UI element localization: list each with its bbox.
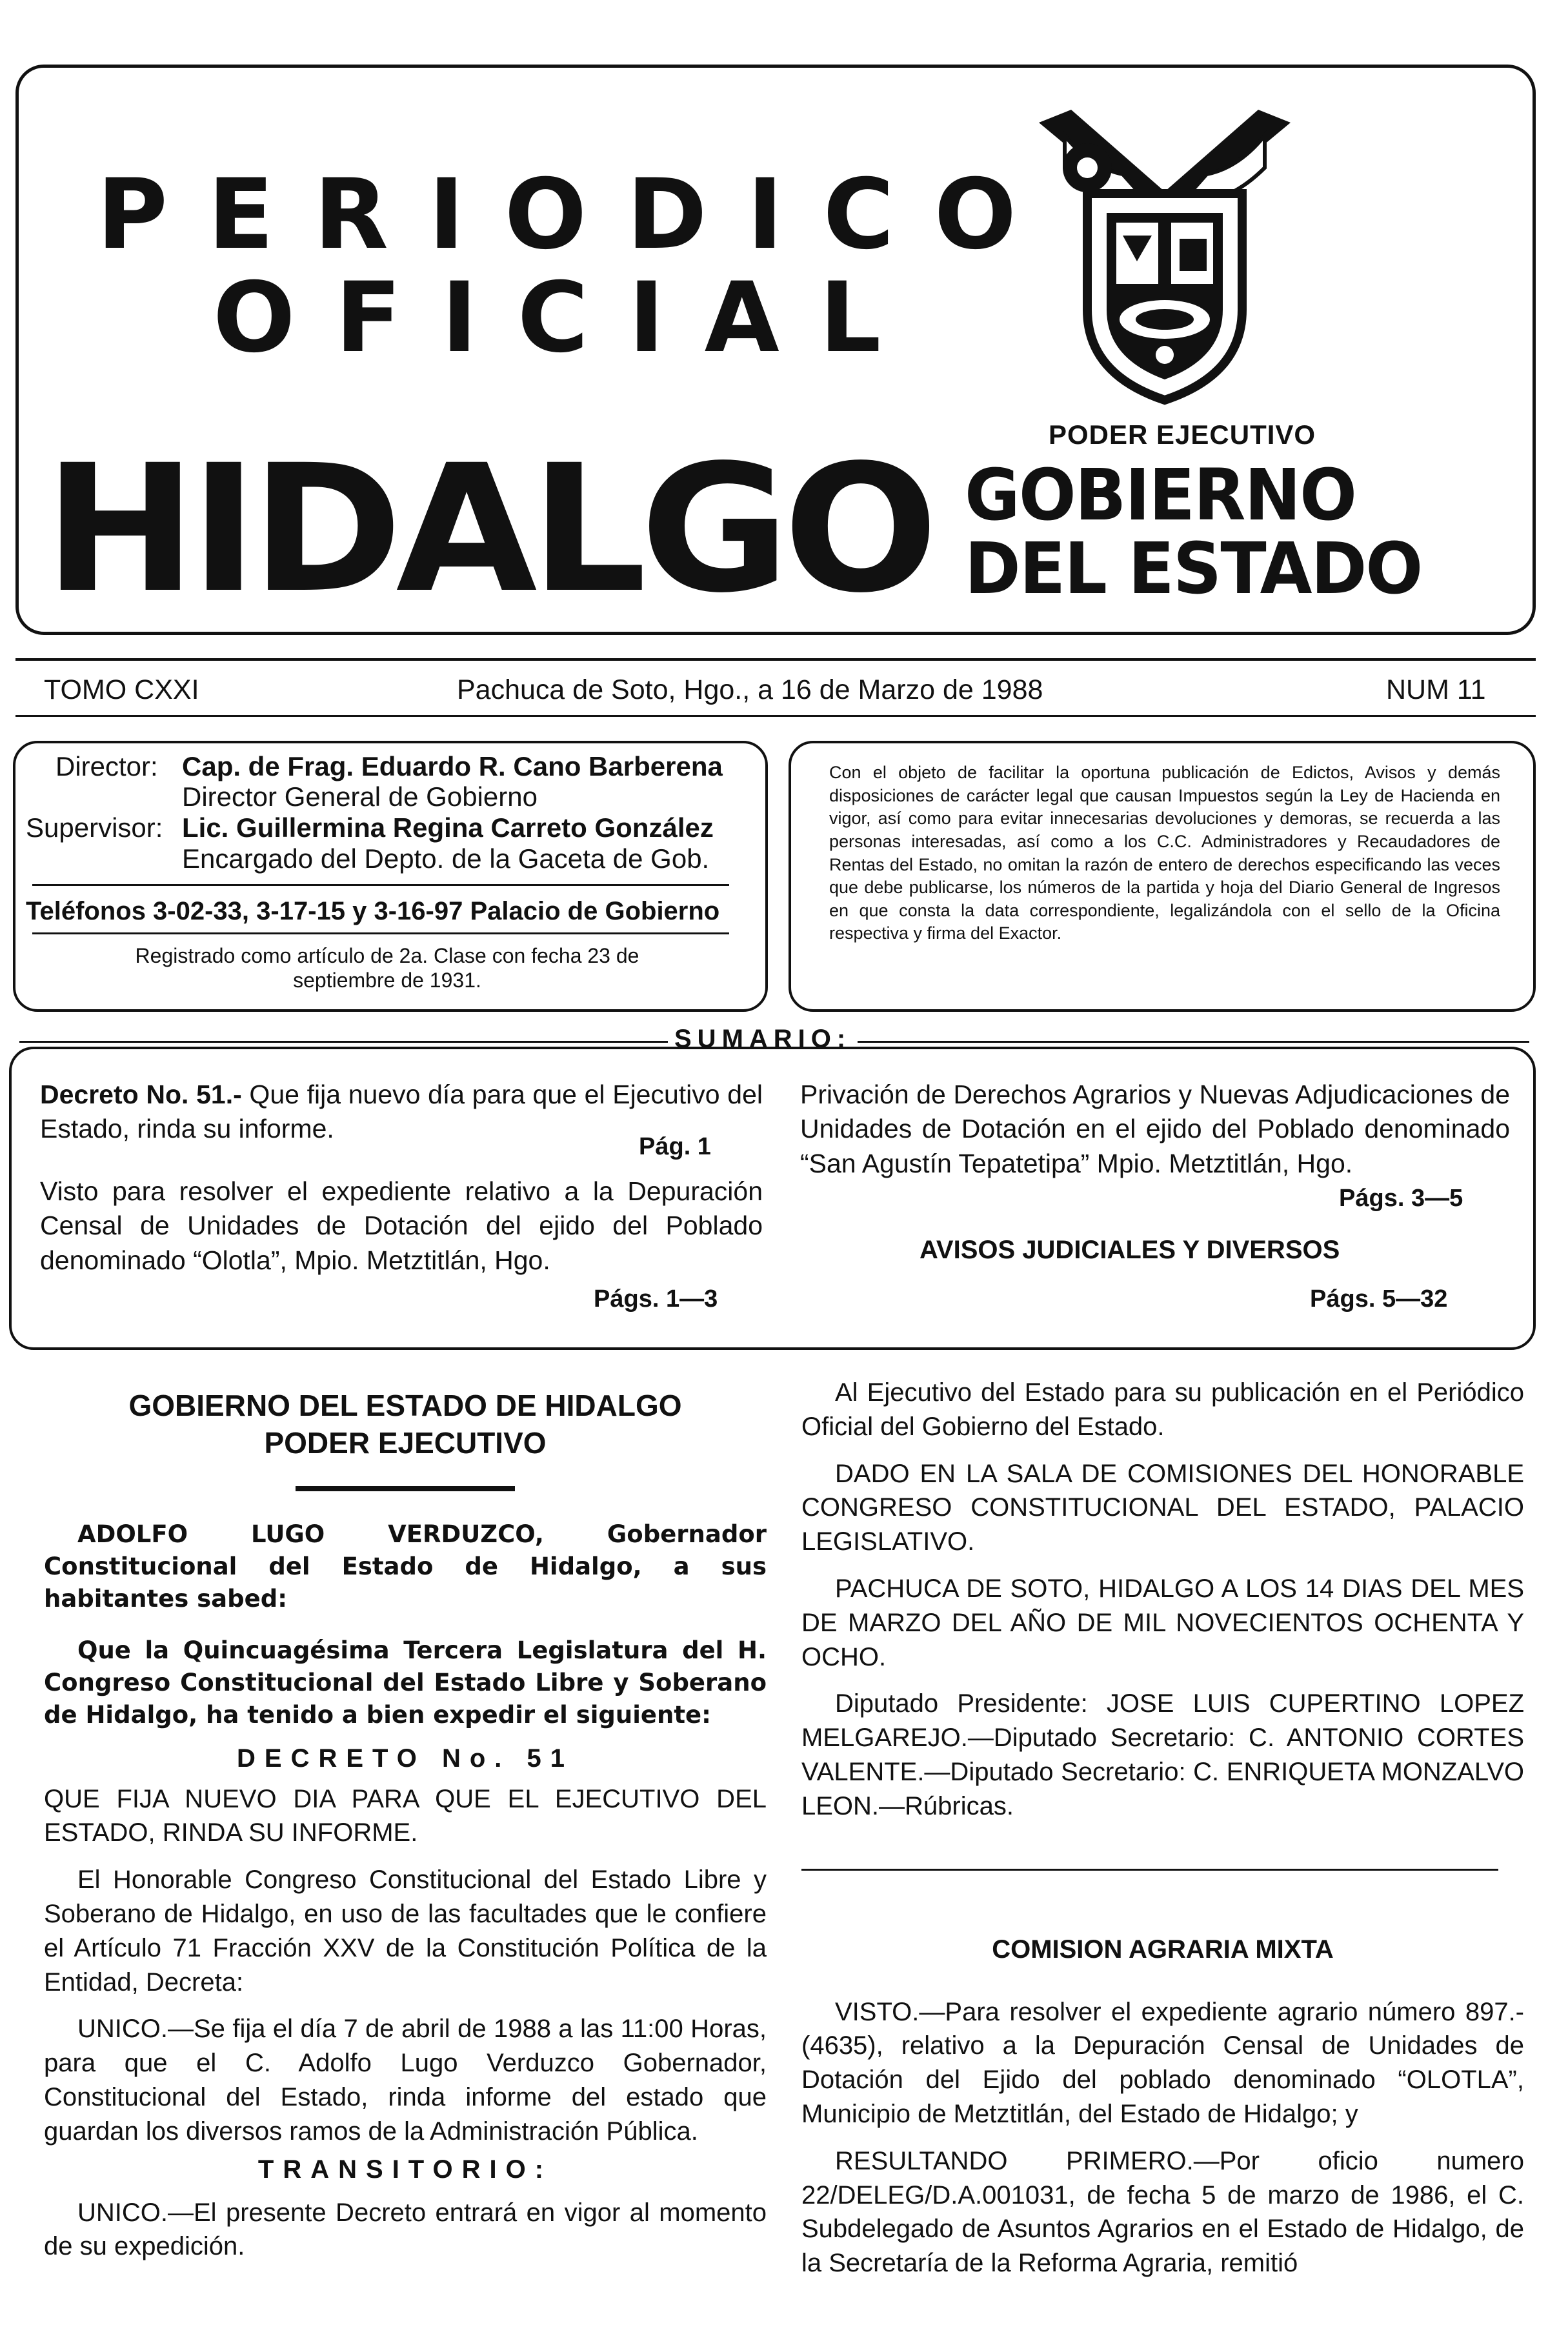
hidalgo-coat-of-arms-icon	[1026, 97, 1303, 413]
left-column	[44, 1387, 767, 2277]
director-name: Cap. de Frag. Eduardo R. Cano Barberena	[182, 751, 723, 781]
issue-top-rule	[15, 658, 1536, 661]
publication-order: Al Ejecutivo del Estado para su publicación en el Periódico Oficial del Gobierno del Estado.	[801, 1378, 1524, 1441]
signatories: Diputado Presidente: JOSE LUIS CUPERTINO LOPEZ MELGAREJO.—Diputado Secretario: C. ANTONIO CORTES VALENTE.—Diputado Secretario: C. ENRIQUETA MONZALVO LEON.—Rúbricas.	[801, 1689, 1524, 1820]
registration-note: Registrado como artículo de 2a. Clase con fecha 23 de septiembre de 1931.	[135, 944, 639, 992]
left-heading-executive: PODER EJECUTIVO	[264, 1425, 547, 1460]
left-heading-government: GOBIERNO DEL ESTADO DE HIDALGO	[128, 1389, 682, 1422]
governor-proclamation: ADOLFO LUGO VERDUZCO, Gobernador Constitucional del Estado de Hidalgo, a sus habitantes sabed:	[44, 1520, 767, 1613]
issue-volume: TOMO CXXI	[44, 674, 199, 705]
transitorio-article: UNICO.—El presente Decreto entrará en vigor al momento de su expedición.	[44, 2198, 767, 2261]
staff-divider-top	[32, 884, 729, 886]
decree-title: DECRETO No. 51	[237, 1744, 574, 1773]
issue-place-date: Pachuca de Soto, Hgo., a 16 de Marzo de 1988	[457, 674, 1043, 705]
notice-text: Con el objeto de facilitar la oportuna publicación de Edictos, Avisos y demás disposiciones de carácter legal que causan Impuestos según la Ley de Hacienda en vigor, así como para evitar innecesarias devoluciones y demoras, se recuerda a las personas interesadas, así como a los C.C. Administradores y Recaudadores de Rentas del Estado, no omitan la razón de entero de derechos especificando las veces que debe publicarse, los números de la partida y hoja del Diario General de Ingresos en que consta la data correspondiente, legalizándola con el sello de la Oficina respectiva y firma del Exactor.	[829, 763, 1500, 943]
director-label: Director:	[55, 751, 158, 781]
sumario-item-tepatetipa-page: Págs. 3—5	[1339, 1185, 1463, 1212]
masthead-title-line1: PERIODICO	[97, 159, 1057, 271]
agrarian-commission-heading: COMISION AGRARIA MIXTA	[992, 1935, 1334, 1964]
sumario-item-decree-page: Pág. 1	[639, 1133, 711, 1160]
sumario-item-avisos: AVISOS JUDICIALES Y DIVERSOS	[920, 1236, 1340, 1264]
sumario-label: SUMARIO:	[668, 1025, 858, 1054]
given-in-statement: DADO EN LA SALA DE COMISIONES DEL HONORABLE CONGRESO CONSTITUCIONAL DEL ESTADO, PALACIO LEGISLATIVO.	[801, 1459, 1524, 1556]
branch-label: PODER EJECUTIVO	[1049, 419, 1316, 450]
state-name: HIDALGO	[44, 428, 932, 632]
supervisor-name: Lic. Guillermina Regina Carreto González	[182, 812, 714, 843]
issue-bottom-rule	[15, 715, 1536, 717]
government-label-line2: DEL ESTADO	[965, 527, 1422, 610]
sumario-item-decree-text: Que fija nuevo día para que el Ejecutivo del Estado, rinda su informe.	[40, 1080, 763, 1144]
sumario-item-decree-label: Decreto No. 51.-	[40, 1080, 242, 1109]
decree-article-unico: UNICO.—Se fija el día 7 de abril de 1988 a las 11:00 Horas, para que el C. Adolfo Lugo Verduzco Gobernador, Constitucional del Estado, rinda informe del estado que guardan los diversos ramos de la Administración Pública.	[44, 2015, 767, 2146]
sumario-item-tepatetipa: Privación de Derechos Agrarios y Nuevas Adjudicaciones de Unidades de Dotación en el ejido del Poblado denominado “San Agustín Tepatetipa” Mpio. Metztitlán, Hgo.	[800, 1080, 1510, 1178]
government-label-line1: GOBIERNO	[965, 454, 1356, 536]
decree-preamble: El Honorable Congreso Constitucional del Estado Libre y Soberano de Hidalgo, en uso de las facultades que le confiere el Artículo 71 Fracción XXV de la Constitución Política de la Entidad, Decreta:	[44, 1866, 767, 1997]
sumario-item-olotla: Visto para resolver el expediente relativo a la Depuración Censal de Unidades de Dotación del ejido del Poblado denominado “Olotla”, Mpio. Metztitlán, Hgo.	[40, 1176, 763, 1275]
issue-number: NUM 11	[1386, 674, 1486, 705]
visto-paragraph: VISTO.—Para resolver el expediente agrario número 897.-(4635), relativo a la Depuración Censal de Unidades de Dotación del Ejido del poblado denominado “OLOTLA”, Municipio de Metztitlán, del Estado de Hidalgo; y	[801, 1997, 1524, 2128]
resultando-paragraph: RESULTANDO PRIMERO.—Por oficio numero 22/DELEG/D.A.001031, de fecha 5 de marzo de 1986, el C. Subdelegado de Asuntos Agrarios en el Estado de Hidalgo, de la Secretaría de la Reforma Agraria, remitió	[801, 2146, 1524, 2278]
phone-numbers: Teléfonos 3-02-33, 3-17-15 y 3-16-97 Palacio de Gobierno	[26, 897, 720, 925]
date-statement: PACHUCA DE SOTO, HIDALGO A LOS 14 DIAS DEL MES DE MARZO DEL AÑO DE MIL NOVECIENTOS OCHENTA Y OCHO.	[801, 1574, 1524, 1671]
sumario-item-olotla-page: Págs. 1—3	[594, 1285, 718, 1313]
decree-subject: QUE FIJA NUEVO DIA PARA QUE EL EJECUTIVO DEL ESTADO, RINDA SU INFORME.	[44, 1784, 767, 1847]
heading-underline	[296, 1486, 515, 1491]
section-divider	[801, 1869, 1498, 1871]
supervisor-label: Supervisor:	[26, 812, 163, 843]
transitorio-title: TRANSITORIO:	[257, 2155, 553, 2184]
staff-divider-bottom	[32, 932, 729, 934]
director-title: Director General de Gobierno	[182, 781, 538, 812]
masthead-title-line2: OFICIAL	[213, 262, 921, 374]
supervisor-title: Encargado del Depto. de la Gaceta de Gob.	[182, 843, 710, 874]
right-column	[801, 1376, 1524, 2293]
sumario-item-avisos-page: Págs. 5—32	[1310, 1285, 1448, 1313]
legislature-statement: Que la Quincuagésima Tercera Legislatura del H. Congreso Constitucional del Estado Libre y Soberano de Hidalgo, ha tenido a bien expedir el siguiente:	[44, 1636, 767, 1729]
